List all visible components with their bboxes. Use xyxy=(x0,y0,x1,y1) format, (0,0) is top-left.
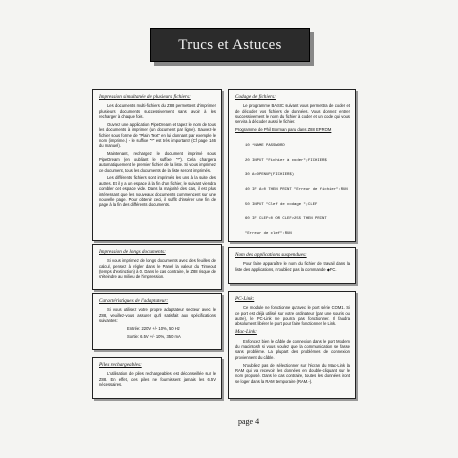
box-heading: Impression de longs documents: xyxy=(99,249,166,255)
box-paragraph: Si vous utilisez votre propre adaptateur secteur avec le Z88, veuillez-vous assurer qu'il satisfait aux spécifications suivantes: xyxy=(99,307,216,324)
title-banner xyxy=(150,28,310,62)
box-paragraph: L'utilisation de piles rechargeables est déconseillée sur le Z88. En effet, ces piles ne fournissent jamais les 6.5V nécessaires. xyxy=(99,371,216,388)
spec-input: Entrée: 220V +/- 10%, 50 Hz xyxy=(127,325,180,331)
page-title: Trucs et Astuces xyxy=(178,36,282,53)
box-longs-documents xyxy=(92,244,222,290)
code-line: 40 IF A=0 THEN PRINT "Erreur de fichier":RUN xyxy=(245,187,348,192)
box-heading: Impression simultanée de plusieurs fichiers: xyxy=(99,94,191,100)
box-pc-mac-link xyxy=(228,291,356,399)
box-heading: Nom des applications suspendues: xyxy=(235,252,307,258)
box-paragraph: N'oubliez pas de sélectionner sur l'écran du Mac-Link la RAM qui va recevoir les données en double-cliquant sur le nom proposé. Dans le cas contraire, toutes les données iront se loger dans la RAM temporaire (RAM.-). xyxy=(235,362,350,384)
box-paragraph: Si vous imprimez de longs documents avec des feuilles de calcul, pensez à régler dans le Panel la valeur du Timeout (temps d'extinction) à 0. Dans le cas contraire, le Z88 risque de s'éteindre au milieu de l'impression. xyxy=(99,258,216,280)
box-paragraph: Pour faire apparaître le nom du fichier de travail dans la liste des applications, n'oubliez pas la commande ◆FC. xyxy=(235,261,350,272)
code-line: 10 *NAME PASSWORD xyxy=(245,144,285,149)
box-heading: Caractéristiques de l'adaptateur: xyxy=(99,298,169,304)
page-number: page 4 xyxy=(238,417,260,426)
box-noms-applications xyxy=(228,247,356,284)
box-piles xyxy=(92,357,222,399)
box-paragraph: Ouvrez une application PipeDream et tapez le nom de tous les documents à imprimer (un document par ligne). Sauvez-le fichier sous forme de "Plain Text" en lui donnant par exemple le nom (imprime.) - le suffixe "*" est très important! (Cf page 146 du manuel). xyxy=(99,121,216,149)
code-line: 50 INPUT "Clef de codage ";CLEF xyxy=(245,202,318,207)
box-heading: PC-Link: xyxy=(235,296,255,302)
program-title: Programme de Phil Borman paru dans Z88 EPROM xyxy=(235,127,332,133)
code-line: 60 IF CLEF<0 OR CLEF>255 THEN PRINT xyxy=(245,217,327,222)
box-paragraph: Le programme BASIC suivant vous permettra de coder et de décoder vos fichiers de données. Vous donnez entrer successivement le nom du fichier à coder et un code qui vous servira à décoder aussi le fichier. xyxy=(235,103,350,125)
spec-output: Sortie: 6.5V +/- 10%, 350 mA xyxy=(127,333,181,339)
box-heading: Codage de fichiers: xyxy=(235,94,276,100)
code-line: "Erreur de clef":RUN xyxy=(245,231,292,236)
code-listing xyxy=(245,134,350,242)
code-line: 20 INPUT "Fichier à coder";FICHIER$ xyxy=(245,158,327,163)
box-impression-simultanee xyxy=(92,89,222,241)
box-heading: Mac-Link: xyxy=(235,329,257,336)
box-paragraph: Ce module ne fonctionne qu'avec le port série COM1. Si ce port est déjà utilisé sur votre ordinateur (par une souris ou autre), le PC-Link ne pourra pas fonctionner. Il faudra absolument libérer le port pour faire fonctionner le Link. xyxy=(235,305,350,327)
box-paragraph: Les documents multi-fichiers du Z88 permettent d'imprimer plusieurs documents successivement sans avoir à les recharger à chaque fois. xyxy=(99,103,216,120)
box-codage xyxy=(228,89,356,242)
code-line: 30 A=OPENUP(FICHIER$) xyxy=(245,173,295,178)
box-paragraph: Maintenant, rechargez le document imprimé sous PipeDream (en oubliant le suffixe "*"). Cela chargera automatiquement le premier fichier de la liste. Si vous imprimez ce document, tous les documents de la liste seront imprimés. xyxy=(99,151,216,173)
box-adaptateur xyxy=(92,293,222,350)
box-paragraph: Les différents fichiers sont imprimés les uns à la suite des autres. Et il y a un espace à la fin d'un fichier, le suivant viendra combler cet espace vide. Dans la majorité des cas, il est plus intéressant que les nouveaux documents commencent sur une nouvelle page. Pour obtenir ceci, il suffit d'insérer une fin de page à la fin des différents documents. xyxy=(99,175,216,208)
box-paragraph: Enfoncez bien le câble de connexion dans le port Modem du macintosh si vous voulez que la communication se fasse sans problème. La plupart des problèmes de connexion proviennent du câble. xyxy=(235,338,350,360)
box-heading: Piles rechargeables: xyxy=(99,362,142,368)
